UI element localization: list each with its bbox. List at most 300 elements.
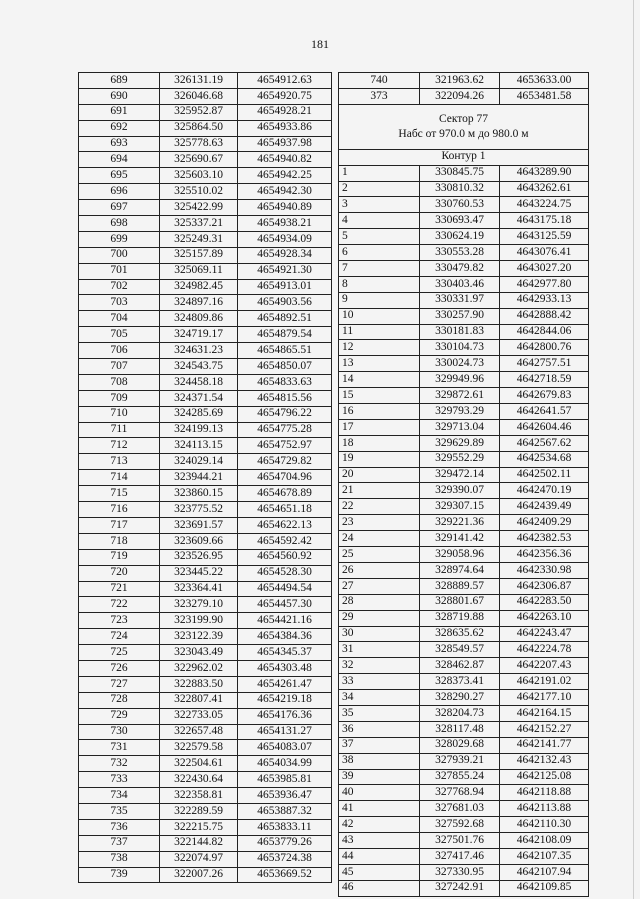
- x-coordinate: 329793.29: [420, 404, 500, 420]
- x-coordinate: 325422.99: [160, 200, 238, 216]
- table-row: [79, 104, 332, 120]
- x-coordinate: 323526.95: [160, 549, 238, 565]
- x-coordinate: 330257.90: [420, 308, 500, 324]
- point-number: 725: [79, 645, 160, 661]
- x-coordinate: 327417.46: [420, 848, 500, 864]
- y-coordinate: 4654928.34: [238, 247, 332, 263]
- point-number: 32: [339, 658, 420, 674]
- table-row: [79, 708, 332, 724]
- y-coordinate: 4642263.10: [500, 610, 589, 626]
- y-coordinate: 4642409.29: [500, 515, 589, 531]
- point-number: 45: [339, 864, 420, 880]
- y-coordinate: 4643175.18: [500, 213, 589, 229]
- sector-height-range: Набс от 970.0 м до 980.0 м: [398, 127, 529, 140]
- table-row: [79, 136, 332, 152]
- table-row: [339, 276, 589, 292]
- y-coordinate: 4654560.92: [238, 549, 332, 565]
- point-number: 6: [339, 245, 420, 261]
- table-row: [79, 343, 332, 359]
- point-number: 701: [79, 263, 160, 279]
- x-coordinate: 325337.21: [160, 216, 238, 232]
- sector-header: [339, 104, 589, 149]
- table-row: [339, 610, 589, 626]
- table-row: [339, 435, 589, 451]
- point-number: 699: [79, 231, 160, 247]
- table-row: [79, 565, 332, 581]
- table-row: [339, 213, 589, 229]
- table-row: [79, 470, 332, 486]
- table-row: [339, 308, 589, 324]
- point-number: 5: [339, 229, 420, 245]
- table-row: [79, 454, 332, 470]
- y-coordinate: 4642330.98: [500, 562, 589, 578]
- x-coordinate: 326131.19: [160, 73, 238, 89]
- y-coordinate: 4653779.26: [238, 835, 332, 851]
- table-row: [79, 676, 332, 692]
- y-coordinate: 4642107.94: [500, 864, 589, 880]
- x-coordinate: 327939.21: [420, 753, 500, 769]
- point-number: 708: [79, 374, 160, 390]
- y-coordinate: 4654920.75: [238, 88, 332, 104]
- table-row: [339, 674, 589, 690]
- table-row: [339, 515, 589, 531]
- point-number: 694: [79, 152, 160, 168]
- table-row: [79, 120, 332, 136]
- point-number: 721: [79, 581, 160, 597]
- y-coordinate: 4654421.16: [238, 613, 332, 629]
- table-row: [79, 279, 332, 295]
- table-row: [79, 502, 332, 518]
- x-coordinate: 325690.67: [160, 152, 238, 168]
- table-row: [79, 359, 332, 375]
- y-coordinate: 4643262.61: [500, 181, 589, 197]
- x-coordinate: 330024.73: [420, 356, 500, 372]
- y-coordinate: 4654384.36: [238, 629, 332, 645]
- point-number: 724: [79, 629, 160, 645]
- y-coordinate: 4642118.88: [500, 785, 589, 801]
- point-number: 702: [79, 279, 160, 295]
- x-coordinate: 323199.90: [160, 613, 238, 629]
- point-number: 7: [339, 261, 420, 277]
- y-coordinate: 4654345.37: [238, 645, 332, 661]
- point-number: 709: [79, 390, 160, 406]
- table-row: [79, 406, 332, 422]
- y-coordinate: 4654938.21: [238, 216, 332, 232]
- x-coordinate: 329629.89: [420, 435, 500, 451]
- table-row: [339, 356, 589, 372]
- table-row: [339, 165, 589, 181]
- point-number: 734: [79, 788, 160, 804]
- y-coordinate: 4654131.27: [238, 724, 332, 740]
- point-number: 17: [339, 419, 420, 435]
- x-coordinate: 322807.41: [160, 692, 238, 708]
- y-coordinate: 4654622.13: [238, 517, 332, 533]
- point-number: 723: [79, 613, 160, 629]
- table-row: [79, 581, 332, 597]
- y-coordinate: 4654913.01: [238, 279, 332, 295]
- x-coordinate: 324113.15: [160, 438, 238, 454]
- y-coordinate: 4654796.22: [238, 406, 332, 422]
- table-row: [79, 168, 332, 184]
- point-number: 28: [339, 594, 420, 610]
- point-number: 40: [339, 785, 420, 801]
- x-coordinate: 324897.16: [160, 295, 238, 311]
- x-coordinate: 328117.48: [420, 721, 500, 737]
- y-coordinate: 4654934.09: [238, 231, 332, 247]
- y-coordinate: 4654528.30: [238, 565, 332, 581]
- x-coordinate: 322962.02: [160, 660, 238, 676]
- y-coordinate: 4653724.38: [238, 851, 332, 867]
- y-coordinate: 4654704.96: [238, 470, 332, 486]
- page-number: 181: [311, 37, 329, 51]
- x-coordinate: 322144.82: [160, 835, 238, 851]
- x-coordinate: 323445.22: [160, 565, 238, 581]
- x-coordinate: 329713.04: [420, 419, 500, 435]
- x-coordinate: 330479.82: [420, 261, 500, 277]
- point-number: 692: [79, 120, 160, 136]
- point-number: 43: [339, 833, 420, 849]
- x-coordinate: 330760.53: [420, 197, 500, 213]
- right-coordinates-table: [338, 72, 589, 897]
- point-number: 10: [339, 308, 420, 324]
- point-number: 26: [339, 562, 420, 578]
- y-coordinate: 4642439.49: [500, 499, 589, 515]
- sector-title: Сектор 77: [438, 112, 489, 125]
- point-number: 716: [79, 502, 160, 518]
- table-row: [79, 200, 332, 216]
- contour-label: Контур 1: [339, 149, 589, 165]
- y-coordinate: 4642604.46: [500, 419, 589, 435]
- x-coordinate: 328889.57: [420, 578, 500, 594]
- left-coordinates-table: [78, 72, 332, 883]
- y-coordinate: 4653887.32: [238, 803, 332, 819]
- table-row: [339, 292, 589, 308]
- x-coordinate: 322579.58: [160, 740, 238, 756]
- y-coordinate: 4654651.18: [238, 502, 332, 518]
- y-coordinate: 4642356.36: [500, 547, 589, 563]
- point-number: 710: [79, 406, 160, 422]
- y-coordinate: 4642933.13: [500, 292, 589, 308]
- table-row: [79, 613, 332, 629]
- point-number: 711: [79, 422, 160, 438]
- point-number: 722: [79, 597, 160, 613]
- y-coordinate: 4654729.82: [238, 454, 332, 470]
- x-coordinate: 323122.39: [160, 629, 238, 645]
- point-number: 18: [339, 435, 420, 451]
- table-row: [339, 785, 589, 801]
- contour-header-row: [339, 149, 589, 165]
- point-number: 695: [79, 168, 160, 184]
- table-row: [339, 388, 589, 404]
- y-coordinate: 4653633.00: [500, 73, 589, 89]
- y-coordinate: 4654303.48: [238, 660, 332, 676]
- x-coordinate: 327768.94: [420, 785, 500, 801]
- x-coordinate: 324285.69: [160, 406, 238, 422]
- y-coordinate: 4654942.25: [238, 168, 332, 184]
- x-coordinate: 329949.96: [420, 372, 500, 388]
- table-row: [79, 231, 332, 247]
- y-coordinate: 4654937.98: [238, 136, 332, 152]
- table-row: [339, 419, 589, 435]
- point-number: 11: [339, 324, 420, 340]
- table-row: [79, 486, 332, 502]
- x-coordinate: 325952.87: [160, 104, 238, 120]
- y-coordinate: 4654775.28: [238, 422, 332, 438]
- x-coordinate: 324631.23: [160, 343, 238, 359]
- point-number: 698: [79, 216, 160, 232]
- y-coordinate: 4642718.59: [500, 372, 589, 388]
- table-row: [79, 438, 332, 454]
- point-number: 13: [339, 356, 420, 372]
- x-coordinate: 324719.17: [160, 327, 238, 343]
- table-row: [79, 788, 332, 804]
- y-coordinate: 4642110.30: [500, 817, 589, 833]
- table-row: [79, 724, 332, 740]
- point-number: 696: [79, 184, 160, 200]
- x-coordinate: 330810.32: [420, 181, 500, 197]
- point-number: 707: [79, 359, 160, 375]
- table-row: [339, 801, 589, 817]
- x-coordinate: 323279.10: [160, 597, 238, 613]
- point-number: 42: [339, 817, 420, 833]
- y-coordinate: 4654912.63: [238, 73, 332, 89]
- x-coordinate: 323775.52: [160, 502, 238, 518]
- x-coordinate: 323860.15: [160, 486, 238, 502]
- table-row: [339, 880, 589, 896]
- x-coordinate: 323043.49: [160, 645, 238, 661]
- point-number: 9: [339, 292, 420, 308]
- x-coordinate: 328029.68: [420, 737, 500, 753]
- y-coordinate: 4654494.54: [238, 581, 332, 597]
- y-coordinate: 4654678.89: [238, 486, 332, 502]
- point-number: 21: [339, 483, 420, 499]
- table-row: [79, 803, 332, 819]
- point-number: 30: [339, 626, 420, 642]
- x-coordinate: 323691.57: [160, 517, 238, 533]
- y-coordinate: 4654034.99: [238, 756, 332, 772]
- point-number: 704: [79, 311, 160, 327]
- table-row: [339, 753, 589, 769]
- table-row: [339, 531, 589, 547]
- x-coordinate: 322657.48: [160, 724, 238, 740]
- point-number: 740: [339, 73, 420, 89]
- table-row: [79, 152, 332, 168]
- x-coordinate: 322733.05: [160, 708, 238, 724]
- x-coordinate: 329472.14: [420, 467, 500, 483]
- x-coordinate: 322074.97: [160, 851, 238, 867]
- y-coordinate: 4642382.53: [500, 531, 589, 547]
- point-number: 737: [79, 835, 160, 851]
- x-coordinate: 324029.14: [160, 454, 238, 470]
- table-row: [79, 311, 332, 327]
- y-coordinate: 4642977.80: [500, 276, 589, 292]
- y-coordinate: 4642224.78: [500, 642, 589, 658]
- point-number: 19: [339, 451, 420, 467]
- point-number: 25: [339, 547, 420, 563]
- x-coordinate: 324458.18: [160, 374, 238, 390]
- point-number: 720: [79, 565, 160, 581]
- point-number: 735: [79, 803, 160, 819]
- table-row: [339, 372, 589, 388]
- y-coordinate: 4654865.51: [238, 343, 332, 359]
- point-number: 730: [79, 724, 160, 740]
- point-number: 714: [79, 470, 160, 486]
- table-row: [339, 181, 589, 197]
- y-coordinate: 4654592.42: [238, 533, 332, 549]
- y-coordinate: 4654879.54: [238, 327, 332, 343]
- table-row: [79, 549, 332, 565]
- x-coordinate: 321963.62: [420, 73, 500, 89]
- y-coordinate: 4654928.21: [238, 104, 332, 120]
- x-coordinate: 329307.15: [420, 499, 500, 515]
- table-row: [79, 629, 332, 645]
- x-coordinate: 329141.42: [420, 531, 500, 547]
- y-coordinate: 4642679.83: [500, 388, 589, 404]
- x-coordinate: 327501.76: [420, 833, 500, 849]
- point-number: 693: [79, 136, 160, 152]
- y-coordinate: 4642470.19: [500, 483, 589, 499]
- point-number: 736: [79, 819, 160, 835]
- table-row: [79, 247, 332, 263]
- point-number: 715: [79, 486, 160, 502]
- y-coordinate: 4654833.63: [238, 374, 332, 390]
- point-number: 689: [79, 73, 160, 89]
- table-row: [79, 835, 332, 851]
- y-coordinate: 4642306.87: [500, 578, 589, 594]
- point-number: 705: [79, 327, 160, 343]
- table-row: [79, 390, 332, 406]
- point-number: 706: [79, 343, 160, 359]
- y-coordinate: 4642283.50: [500, 594, 589, 610]
- table-row: [339, 73, 589, 89]
- x-coordinate: 327855.24: [420, 769, 500, 785]
- table-row: [79, 772, 332, 788]
- y-coordinate: 4642757.51: [500, 356, 589, 372]
- y-coordinate: 4654892.51: [238, 311, 332, 327]
- point-number: 712: [79, 438, 160, 454]
- table-row: [79, 517, 332, 533]
- y-coordinate: 4653669.52: [238, 867, 332, 883]
- y-coordinate: 4654815.56: [238, 390, 332, 406]
- y-coordinate: 4654903.56: [238, 295, 332, 311]
- table-row: [339, 848, 589, 864]
- table-row: [79, 73, 332, 89]
- table-row: [339, 642, 589, 658]
- y-coordinate: 4642164.15: [500, 705, 589, 721]
- point-number: 29: [339, 610, 420, 626]
- y-coordinate: 4642502.11: [500, 467, 589, 483]
- point-number: 700: [79, 247, 160, 263]
- y-coordinate: 4653936.47: [238, 788, 332, 804]
- y-coordinate: 4642534.68: [500, 451, 589, 467]
- table-row: [339, 594, 589, 610]
- table-row: [79, 184, 332, 200]
- table-row: [339, 499, 589, 515]
- x-coordinate: 330624.19: [420, 229, 500, 245]
- point-number: 46: [339, 880, 420, 896]
- y-coordinate: 4643125.59: [500, 229, 589, 245]
- x-coordinate: 322358.81: [160, 788, 238, 804]
- y-coordinate: 4642800.76: [500, 340, 589, 356]
- y-coordinate: 4654752.97: [238, 438, 332, 454]
- x-coordinate: 330403.46: [420, 276, 500, 292]
- point-number: 691: [79, 104, 160, 120]
- x-coordinate: 330553.28: [420, 245, 500, 261]
- x-coordinate: 328373.41: [420, 674, 500, 690]
- table-row: [339, 229, 589, 245]
- table-row: [339, 690, 589, 706]
- y-coordinate: 4642844.06: [500, 324, 589, 340]
- x-coordinate: 328719.88: [420, 610, 500, 626]
- x-coordinate: 323364.41: [160, 581, 238, 597]
- y-coordinate: 4642107.35: [500, 848, 589, 864]
- x-coordinate: 327242.91: [420, 880, 500, 896]
- y-coordinate: 4642132.43: [500, 753, 589, 769]
- x-coordinate: 328462.87: [420, 658, 500, 674]
- y-coordinate: 4654457.30: [238, 597, 332, 613]
- point-number: 727: [79, 676, 160, 692]
- point-number: 373: [339, 88, 420, 104]
- point-number: 44: [339, 848, 420, 864]
- point-number: 20: [339, 467, 420, 483]
- table-row: [339, 817, 589, 833]
- x-coordinate: 328290.27: [420, 690, 500, 706]
- y-coordinate: 4654176.36: [238, 708, 332, 724]
- point-number: 728: [79, 692, 160, 708]
- x-coordinate: 328974.64: [420, 562, 500, 578]
- point-number: 717: [79, 517, 160, 533]
- point-number: 703: [79, 295, 160, 311]
- table-row: [79, 597, 332, 613]
- y-coordinate: 4642191.02: [500, 674, 589, 690]
- point-number: 36: [339, 721, 420, 737]
- x-coordinate: 329221.36: [420, 515, 500, 531]
- x-coordinate: 325157.89: [160, 247, 238, 263]
- x-coordinate: 325864.50: [160, 120, 238, 136]
- y-coordinate: 4654942.30: [238, 184, 332, 200]
- table-row: [79, 867, 332, 883]
- y-coordinate: 4642207.43: [500, 658, 589, 674]
- point-number: 41: [339, 801, 420, 817]
- y-coordinate: 4654219.18: [238, 692, 332, 708]
- table-row: [339, 88, 589, 104]
- y-coordinate: 4642177.10: [500, 690, 589, 706]
- x-coordinate: 328549.57: [420, 642, 500, 658]
- point-number: 690: [79, 88, 160, 104]
- table-row: [79, 295, 332, 311]
- x-coordinate: 327330.95: [420, 864, 500, 880]
- table-row: [339, 340, 589, 356]
- x-coordinate: 322289.59: [160, 803, 238, 819]
- x-coordinate: 322430.64: [160, 772, 238, 788]
- x-coordinate: 322094.26: [420, 88, 500, 104]
- x-coordinate: 325510.02: [160, 184, 238, 200]
- table-row: [339, 721, 589, 737]
- table-row: [339, 737, 589, 753]
- y-coordinate: 4642152.27: [500, 721, 589, 737]
- point-number: 729: [79, 708, 160, 724]
- y-coordinate: 4642125.08: [500, 769, 589, 785]
- table-row: [79, 756, 332, 772]
- x-coordinate: 324371.54: [160, 390, 238, 406]
- x-coordinate: 328635.62: [420, 626, 500, 642]
- x-coordinate: 324199.13: [160, 422, 238, 438]
- x-coordinate: 324982.45: [160, 279, 238, 295]
- x-coordinate: 324809.86: [160, 311, 238, 327]
- point-number: 4: [339, 213, 420, 229]
- y-coordinate: 4642567.62: [500, 435, 589, 451]
- point-number: 22: [339, 499, 420, 515]
